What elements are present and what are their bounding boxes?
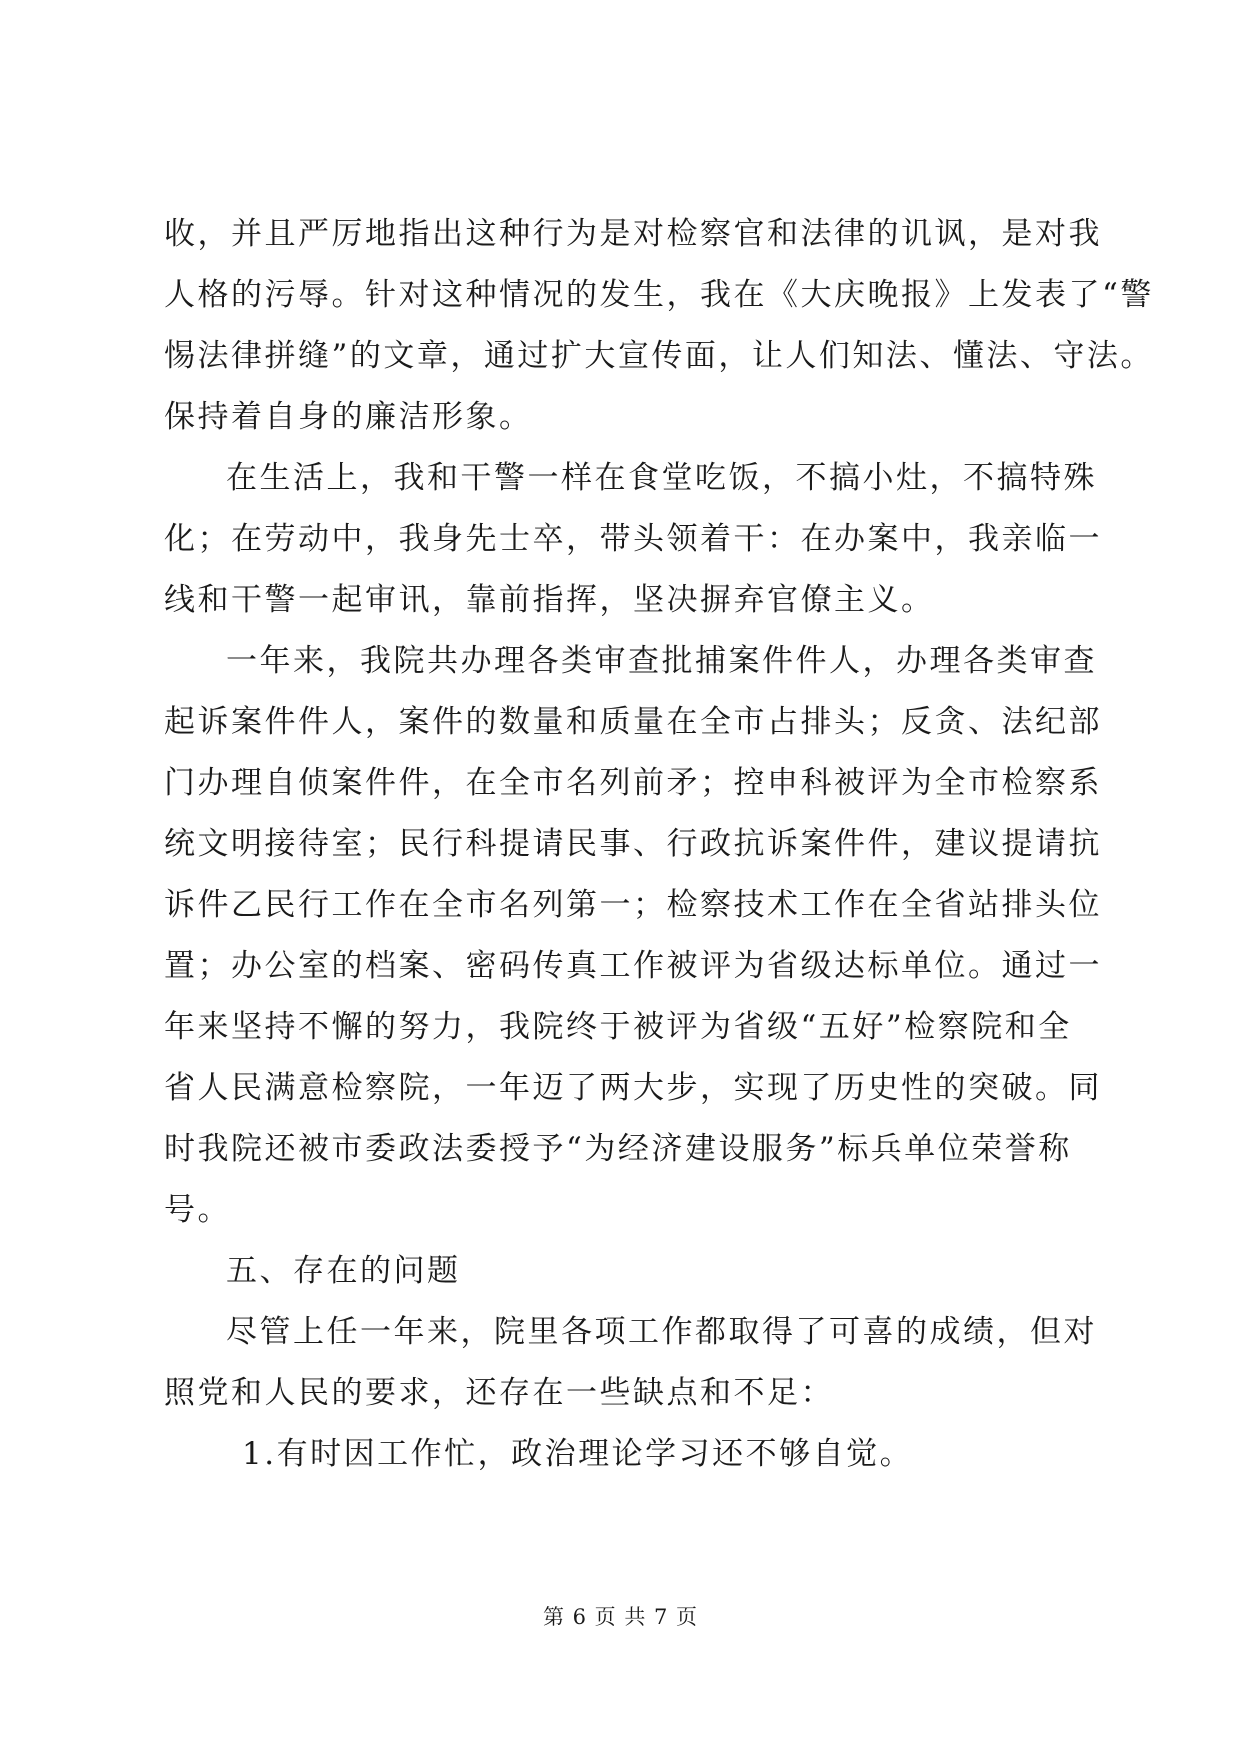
text-line: 化；在劳动中，我身先士卒，带头领着干：在办案中，我亲临一: [164, 521, 1102, 557]
text-line: 年来坚持不懈的努力，我院终于被评为省级“五好”检察院和全: [164, 1009, 1072, 1045]
text-line: 一年来，我院共办理各类审查批捕案件件人，办理各类审查: [226, 643, 1097, 679]
text-line: 诉件乙民行工作在全市名列第一；检察技术工作在全省站排头位: [164, 887, 1102, 923]
text-line: 省人民满意检察院，一年迈了两大步，实现了历史性的突破。同: [164, 1070, 1102, 1106]
text-line: 线和干警一起审讯，靠前指挥，坚决摒弃官僚主义。: [164, 582, 935, 618]
text-line: 保持着自身的廉洁形象。: [164, 399, 533, 435]
text-line: 人格的污辱。针对这种情况的发生，我在《大庆晚报》上发表了“警: [164, 277, 1154, 313]
text-line: 号。: [164, 1192, 231, 1228]
text-line: 1.有时因工作忙，政治理论学习还不够自觉。: [242, 1436, 914, 1472]
text-line: 尽管上任一年来，院里各项工作都取得了可喜的成绩，但对: [226, 1314, 1097, 1350]
text-line: 五、存在的问题: [226, 1253, 461, 1289]
text-line: 照党和人民的要求，还存在一些缺点和不足：: [164, 1375, 834, 1411]
text-line: 惕法律拼缝”的文章，通过扩大宣传面，让人们知法、懂法、守法。: [164, 338, 1154, 374]
page-footer: 第 6 页 共 7 页: [542, 1605, 699, 1629]
text-line: 起诉案件件人，案件的数量和质量在全市占排头；反贪、法纪部: [164, 704, 1102, 740]
document-body: [164, 204, 1154, 1485]
text-line: 统文明接待室；民行科提请民事、行政抗诉案件件，建议提请抗: [164, 826, 1102, 862]
text-line: 置；办公室的档案、密码传真工作被评为省级达标单位。通过一: [164, 948, 1102, 984]
text-line: 门办理自侦案件件，在全市名列前矛；控申科被评为全市检察系: [164, 765, 1102, 801]
text-line: 在生活上，我和干警一样在食堂吃饭，不搞小灶，不搞特殊: [226, 460, 1097, 496]
text-line: 时我院还被市委政法委授予“为经济建设服务”标兵单位荣誉称: [164, 1131, 1072, 1167]
text-line: 收，并且严厉地指出这种行为是对检察官和法律的讥讽，是对我: [164, 216, 1102, 252]
